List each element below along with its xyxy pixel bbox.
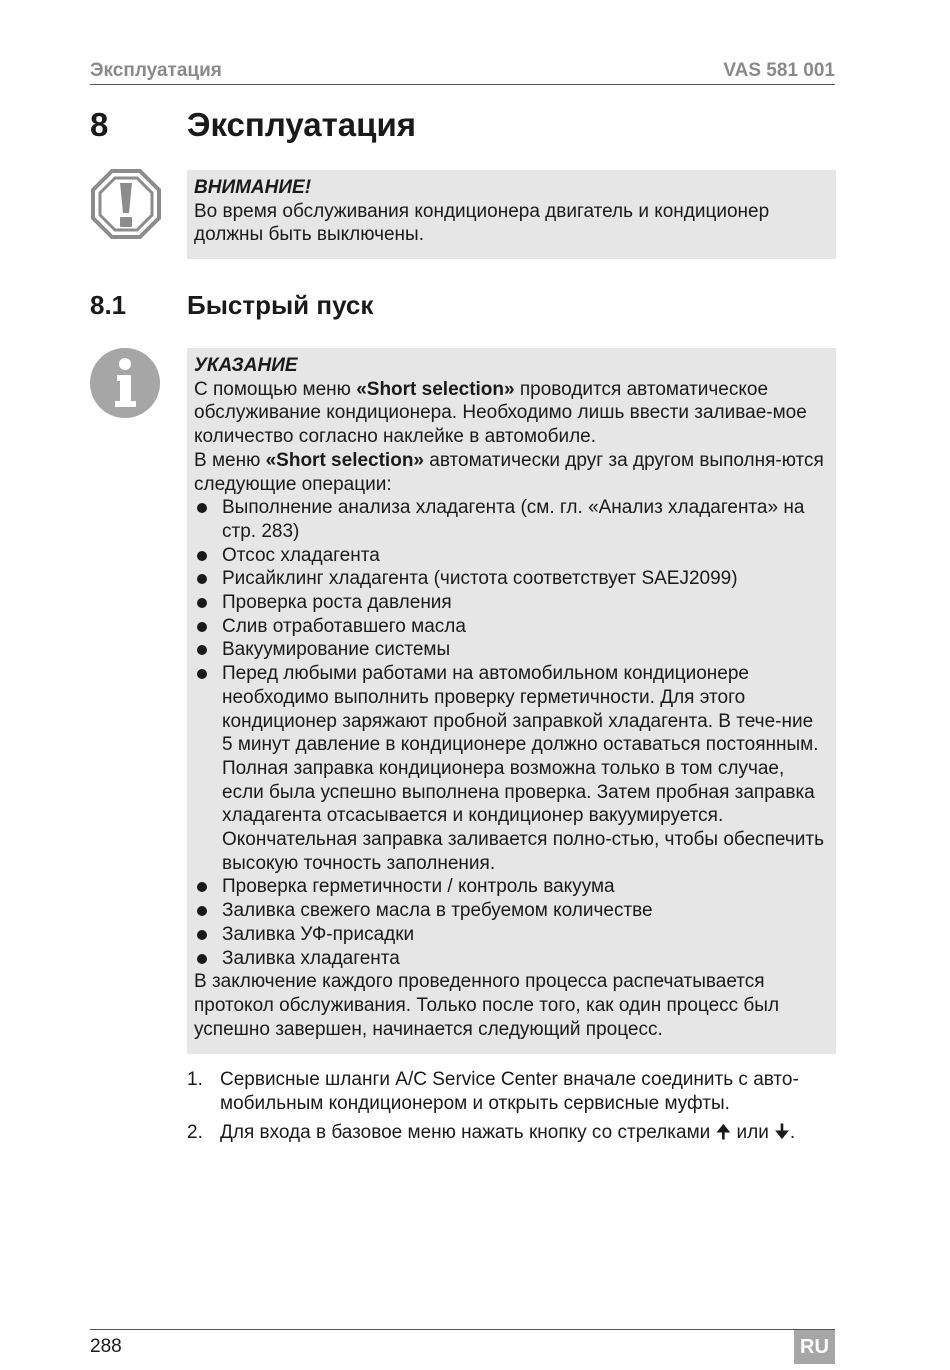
step-item <box>187 1068 839 1116</box>
note-paragraph-1: С помощью меню «Short selection» проводится автоматическое обслуживание кондиционера. Необходимо лишь ввести заливае-мое количество согласно наклейке в автомобиле. <box>194 378 807 448</box>
chapter-number: 8 <box>90 106 109 143</box>
note-paragraph-2: В меню «Short selection» автоматически друг за другом выполня-ются следующие операции: <box>194 449 824 495</box>
info-icon <box>88 346 162 420</box>
list-item: Перед любыми работами на автомобильном кондиционере необходимо выполнить проверку герметичности. Для этого кондиционер заряжают пробной заправкой хладагента. В тече-ние 5 минут давление в кондиционере должно оставаться постоянным. Полная заправка кондиционера возможна только в том случае, если была успешно выполнена проверка. Затем пробная заправка хладагента отсасывается и кондиционер вакуумируется. Окончательная заправка заливается полно-стью, чтобы обеспечить высокую точность заполнения. <box>194 662 828 875</box>
note-paragraph-3: В заключение каждого проведенного процесса распечатывается протокол обслуживания. Только после того, как один процесс был успешно завершен, начинается следующий процесс. <box>194 971 780 1040</box>
list-item: Заливка УФ-присадки <box>194 923 828 947</box>
note-box <box>187 348 836 1054</box>
header-section-name: Эксплуатация <box>90 60 222 81</box>
warning-box <box>187 170 836 259</box>
list-item: Отсос хладагента <box>194 544 828 568</box>
step-number: 2. <box>187 1122 203 1143</box>
section-title: Быстрый пуск <box>187 290 374 320</box>
arrow-up-icon: 🠉 <box>715 1122 732 1143</box>
step-text: Сервисные шланги A/C Service Center вначале соединить с авто-мобильным кондиционером и открыть сервисные муфты. <box>220 1069 799 1114</box>
operations-list <box>194 496 828 970</box>
step-item: 2. Для входа в базовое меню нажать кнопку со стрелками 🠉 или 🠋. <box>187 1122 796 1143</box>
list-item: Рисайклинг хладагента (чистота соответствует SAEJ2099) <box>194 567 828 591</box>
note-title: УКАЗАНИЕ <box>194 355 298 376</box>
page-number: 288 <box>90 1336 122 1357</box>
list-item: Слив отработавшего масла <box>194 615 828 639</box>
header-model-code: VAS 581 001 <box>723 60 835 81</box>
list-item: Проверка роста давления <box>194 591 828 615</box>
list-item: Проверка герметичности / контроль вакуума <box>194 875 828 899</box>
step-number: 1. <box>187 1069 203 1090</box>
arrow-down-icon: 🠋 <box>774 1122 790 1143</box>
list-item: Выполнение анализа хладагента (см. гл. «Анализ хладагента» на стр. 283) <box>194 496 828 543</box>
list-item: Заливка хладагента <box>194 947 828 971</box>
page-header <box>90 58 835 85</box>
warning-text: Во время обслуживания кондиционера двигатель и кондиционер должны быть выключены. <box>194 200 770 246</box>
page-footer <box>90 1329 835 1358</box>
warning-title: ВНИМАНИЕ! <box>194 177 312 198</box>
exclamation-octagon-icon <box>90 168 162 240</box>
language-badge: RU <box>794 1330 835 1364</box>
step-text: Для входа в базовое меню нажать кнопку со стрелками <box>220 1122 716 1143</box>
steps-list <box>187 1068 839 1150</box>
section-number: 8.1 <box>90 290 127 320</box>
list-item: Вакуумирование системы <box>194 638 828 662</box>
chapter-title: Эксплуатация <box>187 106 416 143</box>
list-item: Заливка свежего масла в требуемом количестве <box>194 899 828 923</box>
